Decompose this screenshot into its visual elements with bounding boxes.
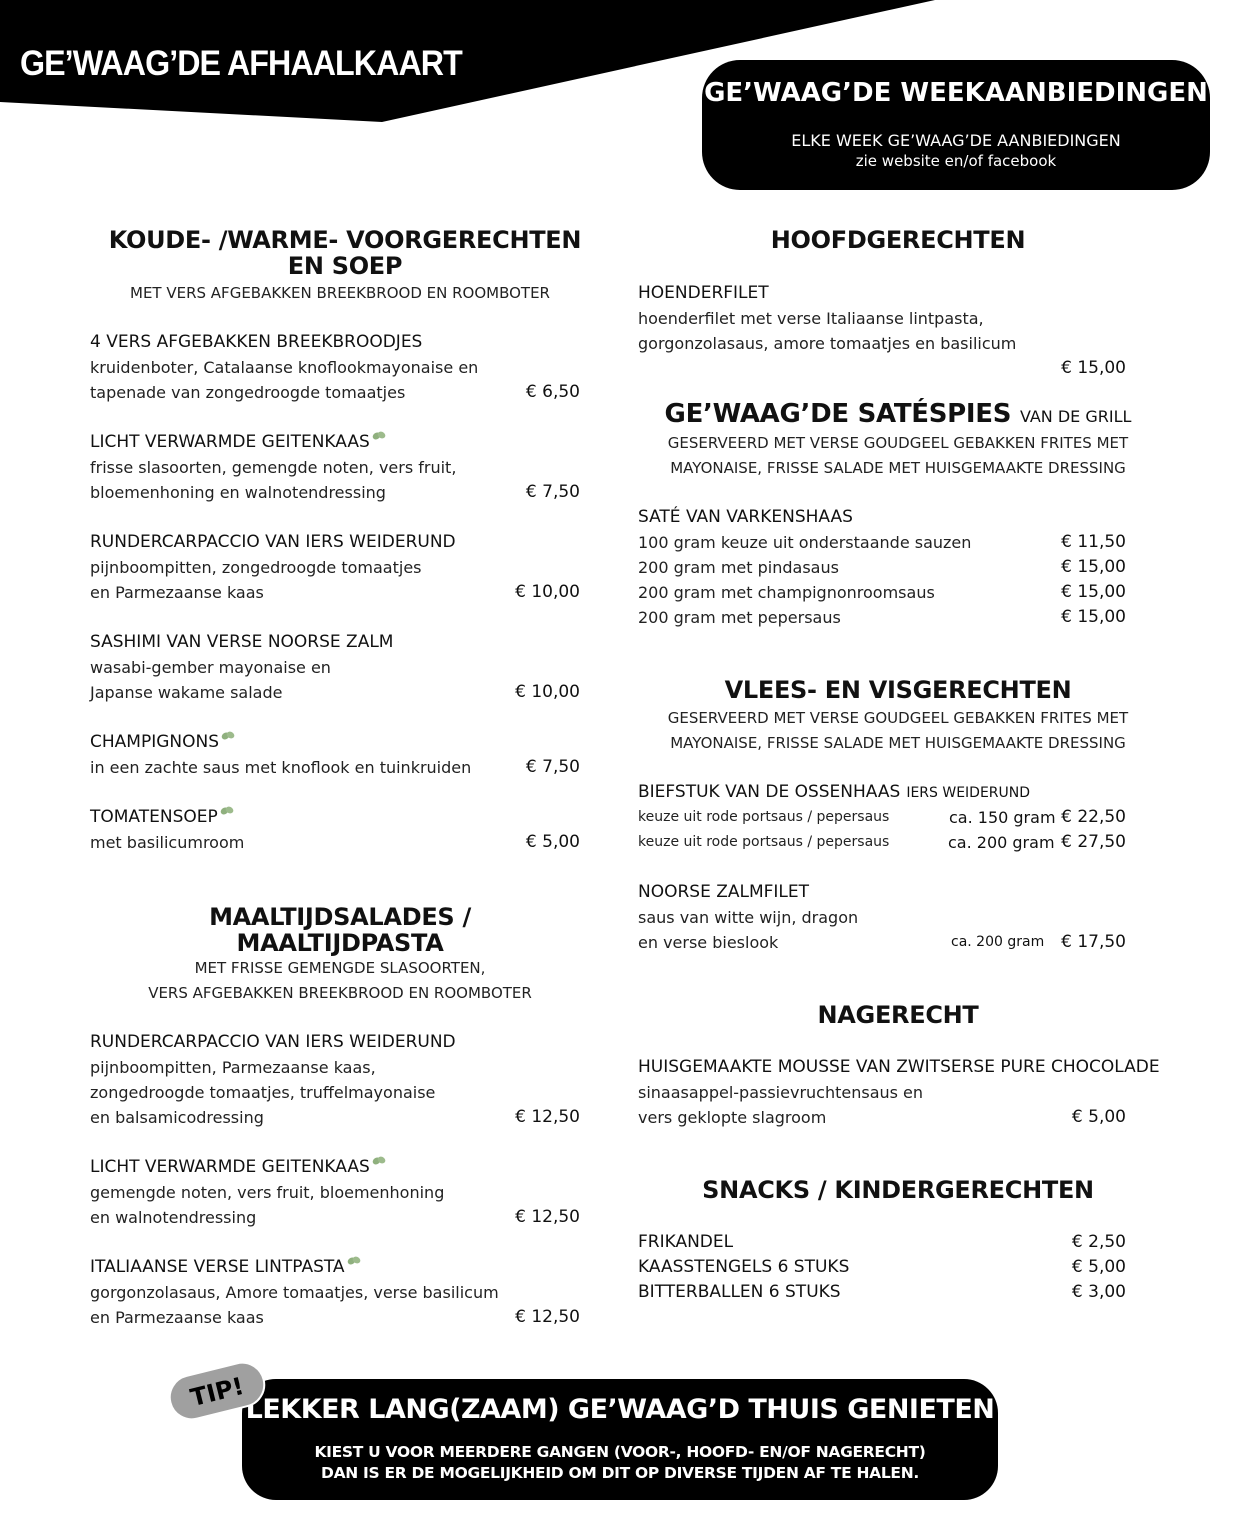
section-title-line1: KOUDE- /WARME- VOORGERECHTEN [108,226,582,254]
item-name: HUISGEMAAKTE MOUSSE VAN ZWITSERSE PURE CHOCOLADE [638,1057,1160,1077]
section-subtitle-line2: MAYONAISE, FRISSE SALADE MET HUISGEMAAKTE DRESSING [670,459,1126,477]
item-price: € 15,00 [1061,358,1126,378]
section-subtitle [90,956,590,1006]
section-subtitle-line2: MAYONAISE, FRISSE SALADE MET HUISGEMAAKTE DRESSING [670,734,1126,752]
item-desc: gorgonzolasaus, amore tomaatjes en basilicum [638,334,1017,353]
section-title-main: GE’WAAG’DE SATÉSPIES [664,399,1012,429]
item-name-suffix: IERS WEIDERUND [906,785,1031,801]
row-label: BITTERBALLEN 6 STUKS [638,1282,841,1302]
price-row [638,555,1126,580]
item-desc: pijnboompitten, Parmezaanse kaas, [90,1058,376,1077]
leaf-icon [347,1255,361,1266]
item-desc: en walnotendressing [90,1208,257,1227]
item-desc: tapenade van zongedroogde tomaatjes [90,383,406,402]
item-desc: bloemenhoning en walnotendressing [90,483,386,502]
item-desc: hoenderfilet met verse Italiaanse lintpasta, [638,309,984,328]
price-row [638,1255,1126,1280]
item-price: € 17,50 [1061,932,1126,952]
item-name: RUNDERCARPACCIO VAN IERS WEIDERUND [90,1032,456,1052]
page-title: GE’WAAG’DE AFHAALKAART [20,44,462,83]
item-price: € 12,50 [515,1307,580,1327]
menu-item [90,330,580,405]
item-price: € 12,50 [515,1207,580,1227]
tip-badge-label: TIP! [187,1371,247,1413]
menu-item [90,805,580,855]
row-price: € 5,00 [1071,1257,1126,1277]
item-desc: gorgonzolasaus, Amore tomaatjes, verse basilicum [90,1283,499,1302]
menu-item [638,505,1126,627]
menu-item [90,1030,580,1130]
item-desc: in een zachte saus met knoflook en tuinkruiden [90,758,472,777]
row-label: keuze uit rode portsaus / pepersaus [638,834,890,850]
row-price: € 15,00 [1061,607,1126,627]
item-name: SATÉ VAN VARKENSHAAS [638,507,853,527]
item-weight: ca. 200 gram [951,934,1045,950]
row-price: € 15,00 [1061,557,1126,577]
item-name-row [90,430,580,455]
section-subtitle-line1: GESERVEERD MET VERSE GOUDGEEL GEBAKKEN FRITES MET [667,434,1129,452]
section-title [90,904,590,956]
price-row [638,530,1126,555]
leaf-icon [372,1155,386,1166]
price-row [638,1230,1126,1255]
row-label: keuze uit rode portsaus / pepersaus [638,809,890,825]
item-name-row [90,730,580,755]
row-price: € 2,50 [1071,1232,1126,1252]
item-desc: Japanse wakame salade [90,683,283,702]
item-desc: en Parmezaanse kaas [90,583,264,602]
row-price: € 22,50 [1061,807,1126,827]
item-name: LICHT VERWARMDE GEITENKAAS [90,432,370,452]
item-name: LICHT VERWARMDE GEITENKAAS [90,1157,370,1177]
row-price: € 27,50 [1061,832,1126,852]
item-desc: en Parmezaanse kaas [90,1308,264,1327]
item-desc: gemengde noten, vers fruit, bloemenhoning [90,1183,445,1202]
section-title: NAGERECHT [817,1001,979,1029]
item-price: € 5,00 [525,832,580,852]
item-name: TOMATENSOEP [90,807,218,827]
item-desc: en verse bieslook [638,933,779,952]
item-price: € 7,50 [525,482,580,502]
section-title-line2: MAALTIJDPASTA [236,929,444,957]
item-desc: met basilicumroom [90,833,245,852]
menu-item [90,430,580,505]
week-offers-title: GE’WAAG’DE WEEKAANBIEDINGEN [704,78,1208,108]
section-subtitle-line1: MET FRISSE GEMENGDE SLASOORTEN, [194,959,486,977]
item-price: € 6,50 [525,382,580,402]
item-name-row [90,805,580,830]
item-name: HOENDERFILET [638,283,769,303]
row-label: 200 gram met champignonroomsaus [638,583,935,602]
menu-item [90,630,580,705]
section-title: VLEES- EN VISGERECHTEN [724,676,1072,704]
tip-box [242,1379,998,1500]
section-title [638,401,1158,430]
row-price: € 15,00 [1061,582,1126,602]
section-subtitle [638,431,1158,481]
tip-line1: KIEST U VOOR MEERDERE GANGEN (VOOR-, HOOFD- EN/OF NAGERECHT) [314,1443,926,1461]
menu-item [90,1155,580,1230]
item-desc: frisse slasoorten, gemengde noten, vers fruit, [90,458,457,477]
menu-item [90,730,580,780]
item-name: CHAMPIGNONS [90,732,219,752]
item-name-row [90,1155,580,1180]
tip-line2: DAN IS ER DE MOGELIJKHEID OM DIT OP DIVERSE TIJDEN AF TE HALEN. [321,1464,919,1482]
price-row [638,605,1126,630]
item-price: € 10,00 [515,682,580,702]
row-label: 200 gram met pindasaus [638,558,839,577]
price-row [638,830,1126,855]
section-subtitle: MET VERS AFGEBAKKEN BREEKBROOD EN ROOMBOTER [130,284,550,302]
item-desc: saus van witte wijn, dragon [638,908,859,927]
menu-item-salmon [638,880,1126,955]
item-name: SASHIMI VAN VERSE NOORSE ZALM [90,632,394,652]
item-price: € 12,50 [515,1107,580,1127]
row-weight: ca. 150 gram [949,808,1056,827]
menu-item [90,530,580,605]
section-title: HOOFDGERECHTEN [770,226,1026,254]
row-price: € 3,00 [1071,1282,1126,1302]
item-price: € 7,50 [525,757,580,777]
leaf-icon [372,430,386,441]
section-subtitle-line1: GESERVEERD MET VERSE GOUDGEEL GEBAKKEN FRITES MET [667,709,1129,727]
leaf-icon [221,730,235,741]
item-desc: zongedroogde tomaatjes, truffelmayonaise [90,1083,436,1102]
week-offers-line2: zie website en/of facebook [855,152,1057,170]
menu-item [638,1055,1160,1130]
item-name: BIEFSTUK VAN DE OSSENHAAS [638,782,901,802]
item-name-row [90,1255,580,1280]
item-name: ITALIAANSE VERSE LINTPASTA [90,1257,345,1277]
row-label: KAASSTENGELS 6 STUKS [638,1257,850,1277]
menu-item-steak [638,780,1126,852]
price-row [638,805,1126,830]
left-column [90,0,580,1340]
item-desc: vers geklopte slagroom [638,1108,827,1127]
row-label: 200 gram met pepersaus [638,608,841,627]
section-title-suffix: VAN DE GRILL [1019,407,1132,426]
row-label: 100 gram keuze uit onderstaande sauzen [638,533,972,552]
item-desc: en balsamicodressing [90,1108,264,1127]
section-title [90,227,600,279]
menu-item [90,1255,580,1330]
item-desc: sinaasappel-passievruchtensaus en [638,1083,924,1102]
item-desc: kruidenboter, Catalaanse knoflookmayonaise en [90,358,479,377]
row-weight: ca. 200 gram [948,833,1055,852]
price-row [638,1280,1126,1305]
row-label: FRIKANDEL [638,1232,734,1252]
section-title-line2: EN SOEP [287,252,403,280]
section-subtitle [638,706,1158,756]
week-offers-line1: ELKE WEEK GE’WAAG’DE AANBIEDINGEN [791,131,1121,150]
item-desc: pijnboompitten, zongedroogde tomaatjes [90,558,422,577]
leaf-icon [220,805,234,816]
item-name: RUNDERCARPACCIO VAN IERS WEIDERUND [90,532,456,552]
row-price: € 11,50 [1061,532,1126,552]
item-price: € 5,00 [1071,1107,1126,1127]
item-name: NOORSE ZALMFILET [638,882,810,902]
menu-item [638,281,1126,378]
item-price: € 10,00 [515,582,580,602]
section-title: SNACKS / KINDERGERECHTEN [702,1176,1094,1204]
tip-title: LEKKER LANG(ZAAM) GE’WAAG’D THUIS GENIETEN [245,1394,995,1425]
price-row [638,580,1126,605]
item-name-row [638,780,1126,806]
item-desc: wasabi-gember mayonaise en [90,658,331,677]
section-title-line1: MAALTIJDSALADES / [209,903,471,931]
right-column [638,0,1158,1340]
item-name: 4 VERS AFGEBAKKEN BREEKBROODJES [90,332,423,352]
section-subtitle-line2: VERS AFGEBAKKEN BREEKBROOD EN ROOMBOTER [148,984,532,1002]
